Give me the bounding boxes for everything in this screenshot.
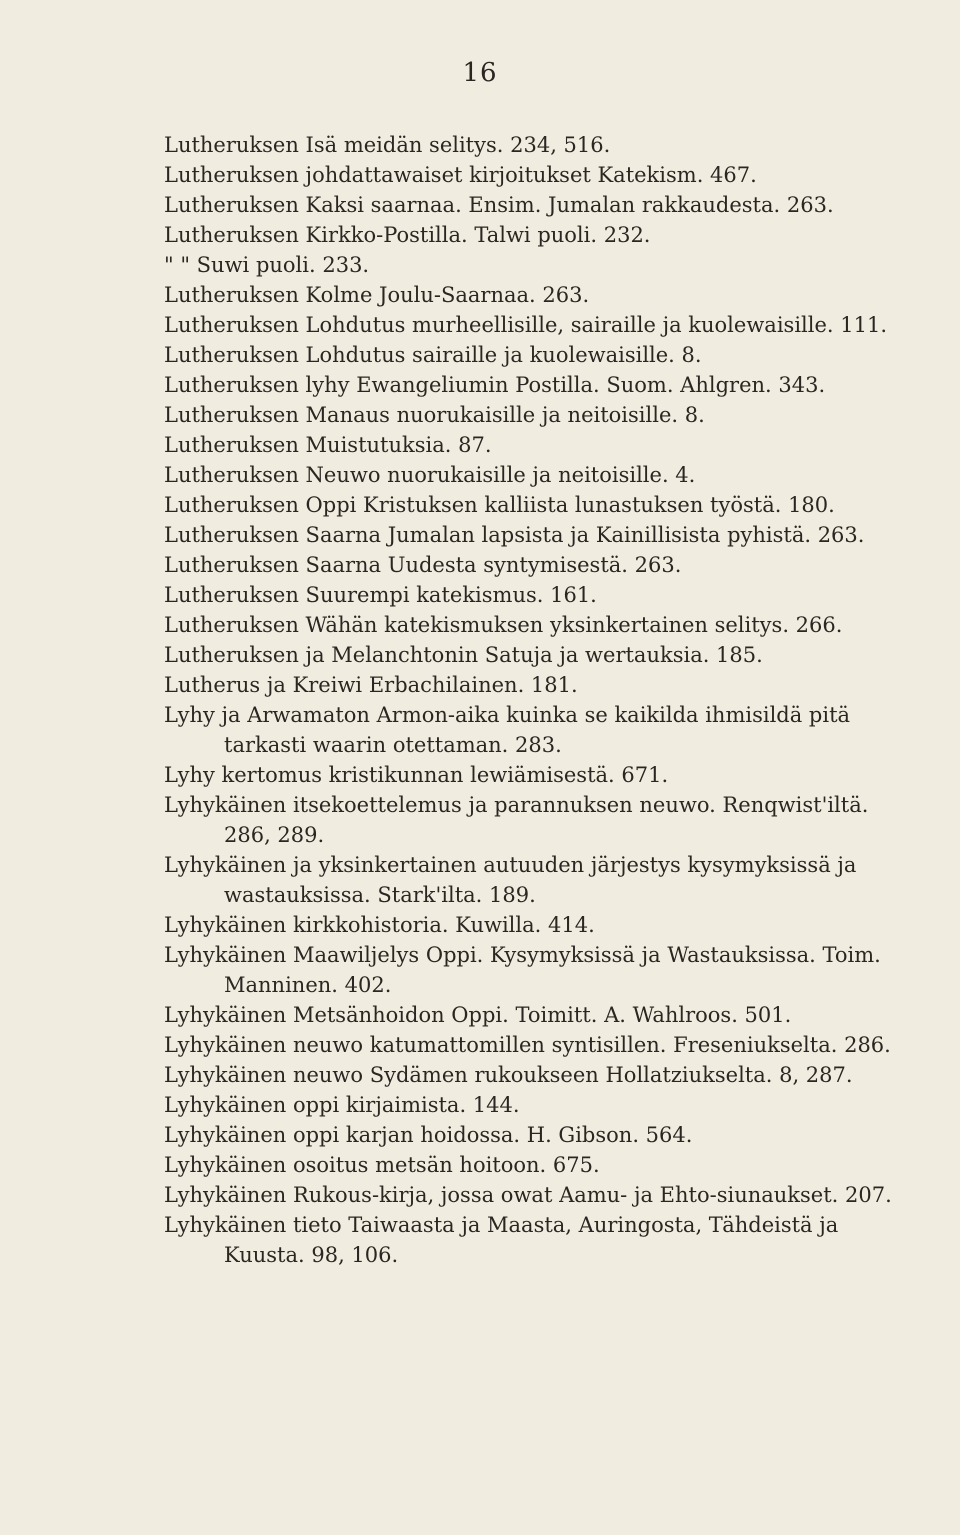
index-entry: Lyhykäinen itsekoettelemus ja parannuksen neuwo. Renqwist'iltä. 286, 289. — [164, 793, 869, 847]
index-entry: Lutheruksen johdattawaiset kirjoitukset Katekism. 467. — [164, 163, 757, 187]
index-entry: Lyhykäinen osoitus metsän hoitoon. 675. — [164, 1153, 600, 1177]
index-entry: Lutheruksen Oppi Kristuksen kalliista lunastuksen työstä. 180. — [164, 493, 835, 517]
index-entry: Lyhykäinen ja yksinkertainen autuuden järjestys kysymyksissä ja wastauksissa. Stark'ilta. 189. — [164, 853, 857, 907]
index-entry: Lutheruksen ja Melanchtonin Satuja ja wertauksia. 185. — [164, 643, 763, 667]
index-entry: Lutheruksen Lohdutus murheellisille, sairaille ja kuolewaisille. 111. — [164, 313, 888, 337]
index-entry: Lyhy kertomus kristikunnan lewiämisestä. 671. — [164, 763, 669, 787]
index-entry: Lutheruksen Saarna Jumalan lapsista ja Kainillisista pyhistä. 263. — [164, 523, 865, 547]
index-entry: Lutheruksen lyhy Ewangeliumin Postilla. Suom. Ahlgren. 343. — [164, 373, 826, 397]
index-entry: Lyhykäinen Maawiljelys Oppi. Kysymyksissä ja Wastauksissa. Toim. Manninen. 402. — [164, 943, 881, 997]
index-entry: Lyhykäinen tieto Taiwaasta ja Maasta, Auringosta, Tähdeistä ja Kuusta. 98, 106. — [164, 1213, 839, 1267]
index-entry: Lyhy ja Arwamaton Armon-aika kuinka se kaikilda ihmisildä pitä tarkasti waarin otettaman. 283. — [164, 703, 851, 757]
index-entry: Lutheruksen Isä meidän selitys. 234, 516. — [164, 133, 611, 157]
index-entry: Lutheruksen Kolme Joulu-Saarnaa. 263. — [164, 283, 590, 307]
index-entry: Lutheruksen Neuwo nuorukaisille ja neitoisille. 4. — [164, 463, 696, 487]
index-entry: Lutheruksen Lohdutus sairaille ja kuolewaisille. 8. — [164, 343, 702, 367]
index-entry: Lyhykäinen oppi karjan hoidossa. H. Gibson. 564. — [164, 1123, 693, 1147]
index-entry: Lyhykäinen neuwo katumattomillen syntisillen. Freseniukselta. 286. — [164, 1033, 891, 1057]
index-entry: Lyhykäinen Metsänhoidon Oppi. Toimitt. A. Wahlroos. 501. — [164, 1003, 792, 1027]
index-entry: Lyhykäinen Rukous-kirja, jossa owat Aamu- ja Ehto-siunaukset. 207. — [164, 1183, 892, 1207]
page-number: 16 — [462, 58, 498, 88]
index-entry: Lutherus ja Kreiwi Erbachilainen. 181. — [164, 673, 578, 697]
index-entry: Lyhykäinen neuwo Sydämen rukoukseen Hollatziukselta. 8, 287. — [164, 1063, 853, 1087]
index-entry: Lutheruksen Kirkko-Postilla. Talwi puoli. 232. — [164, 223, 651, 247]
index-entry: Lyhykäinen kirkkohistoria. Kuwilla. 414. — [164, 913, 595, 937]
index-entry: Lutheruksen Saarna Uudesta syntymisestä. 263. — [164, 553, 682, 577]
index-entries — [0, 130, 960, 1270]
index-entry: Lutheruksen Wähän katekismuksen yksinkertainen selitys. 266. — [164, 613, 843, 637]
index-entry: Lyhykäinen oppi kirjaimista. 144. — [164, 1093, 520, 1117]
index-entry: Lutheruksen Kaksi saarnaa. Ensim. Jumalan rakkaudesta. 263. — [164, 193, 834, 217]
index-entry: Lutheruksen Muistutuksia. 87. — [164, 433, 492, 457]
index-entry: Lutheruksen Suurempi katekismus. 161. — [164, 583, 597, 607]
index-entry: Lutheruksen Manaus nuorukaisille ja neitoisille. 8. — [164, 403, 705, 427]
index-entry: " " Suwi puoli. 233. — [164, 253, 370, 277]
